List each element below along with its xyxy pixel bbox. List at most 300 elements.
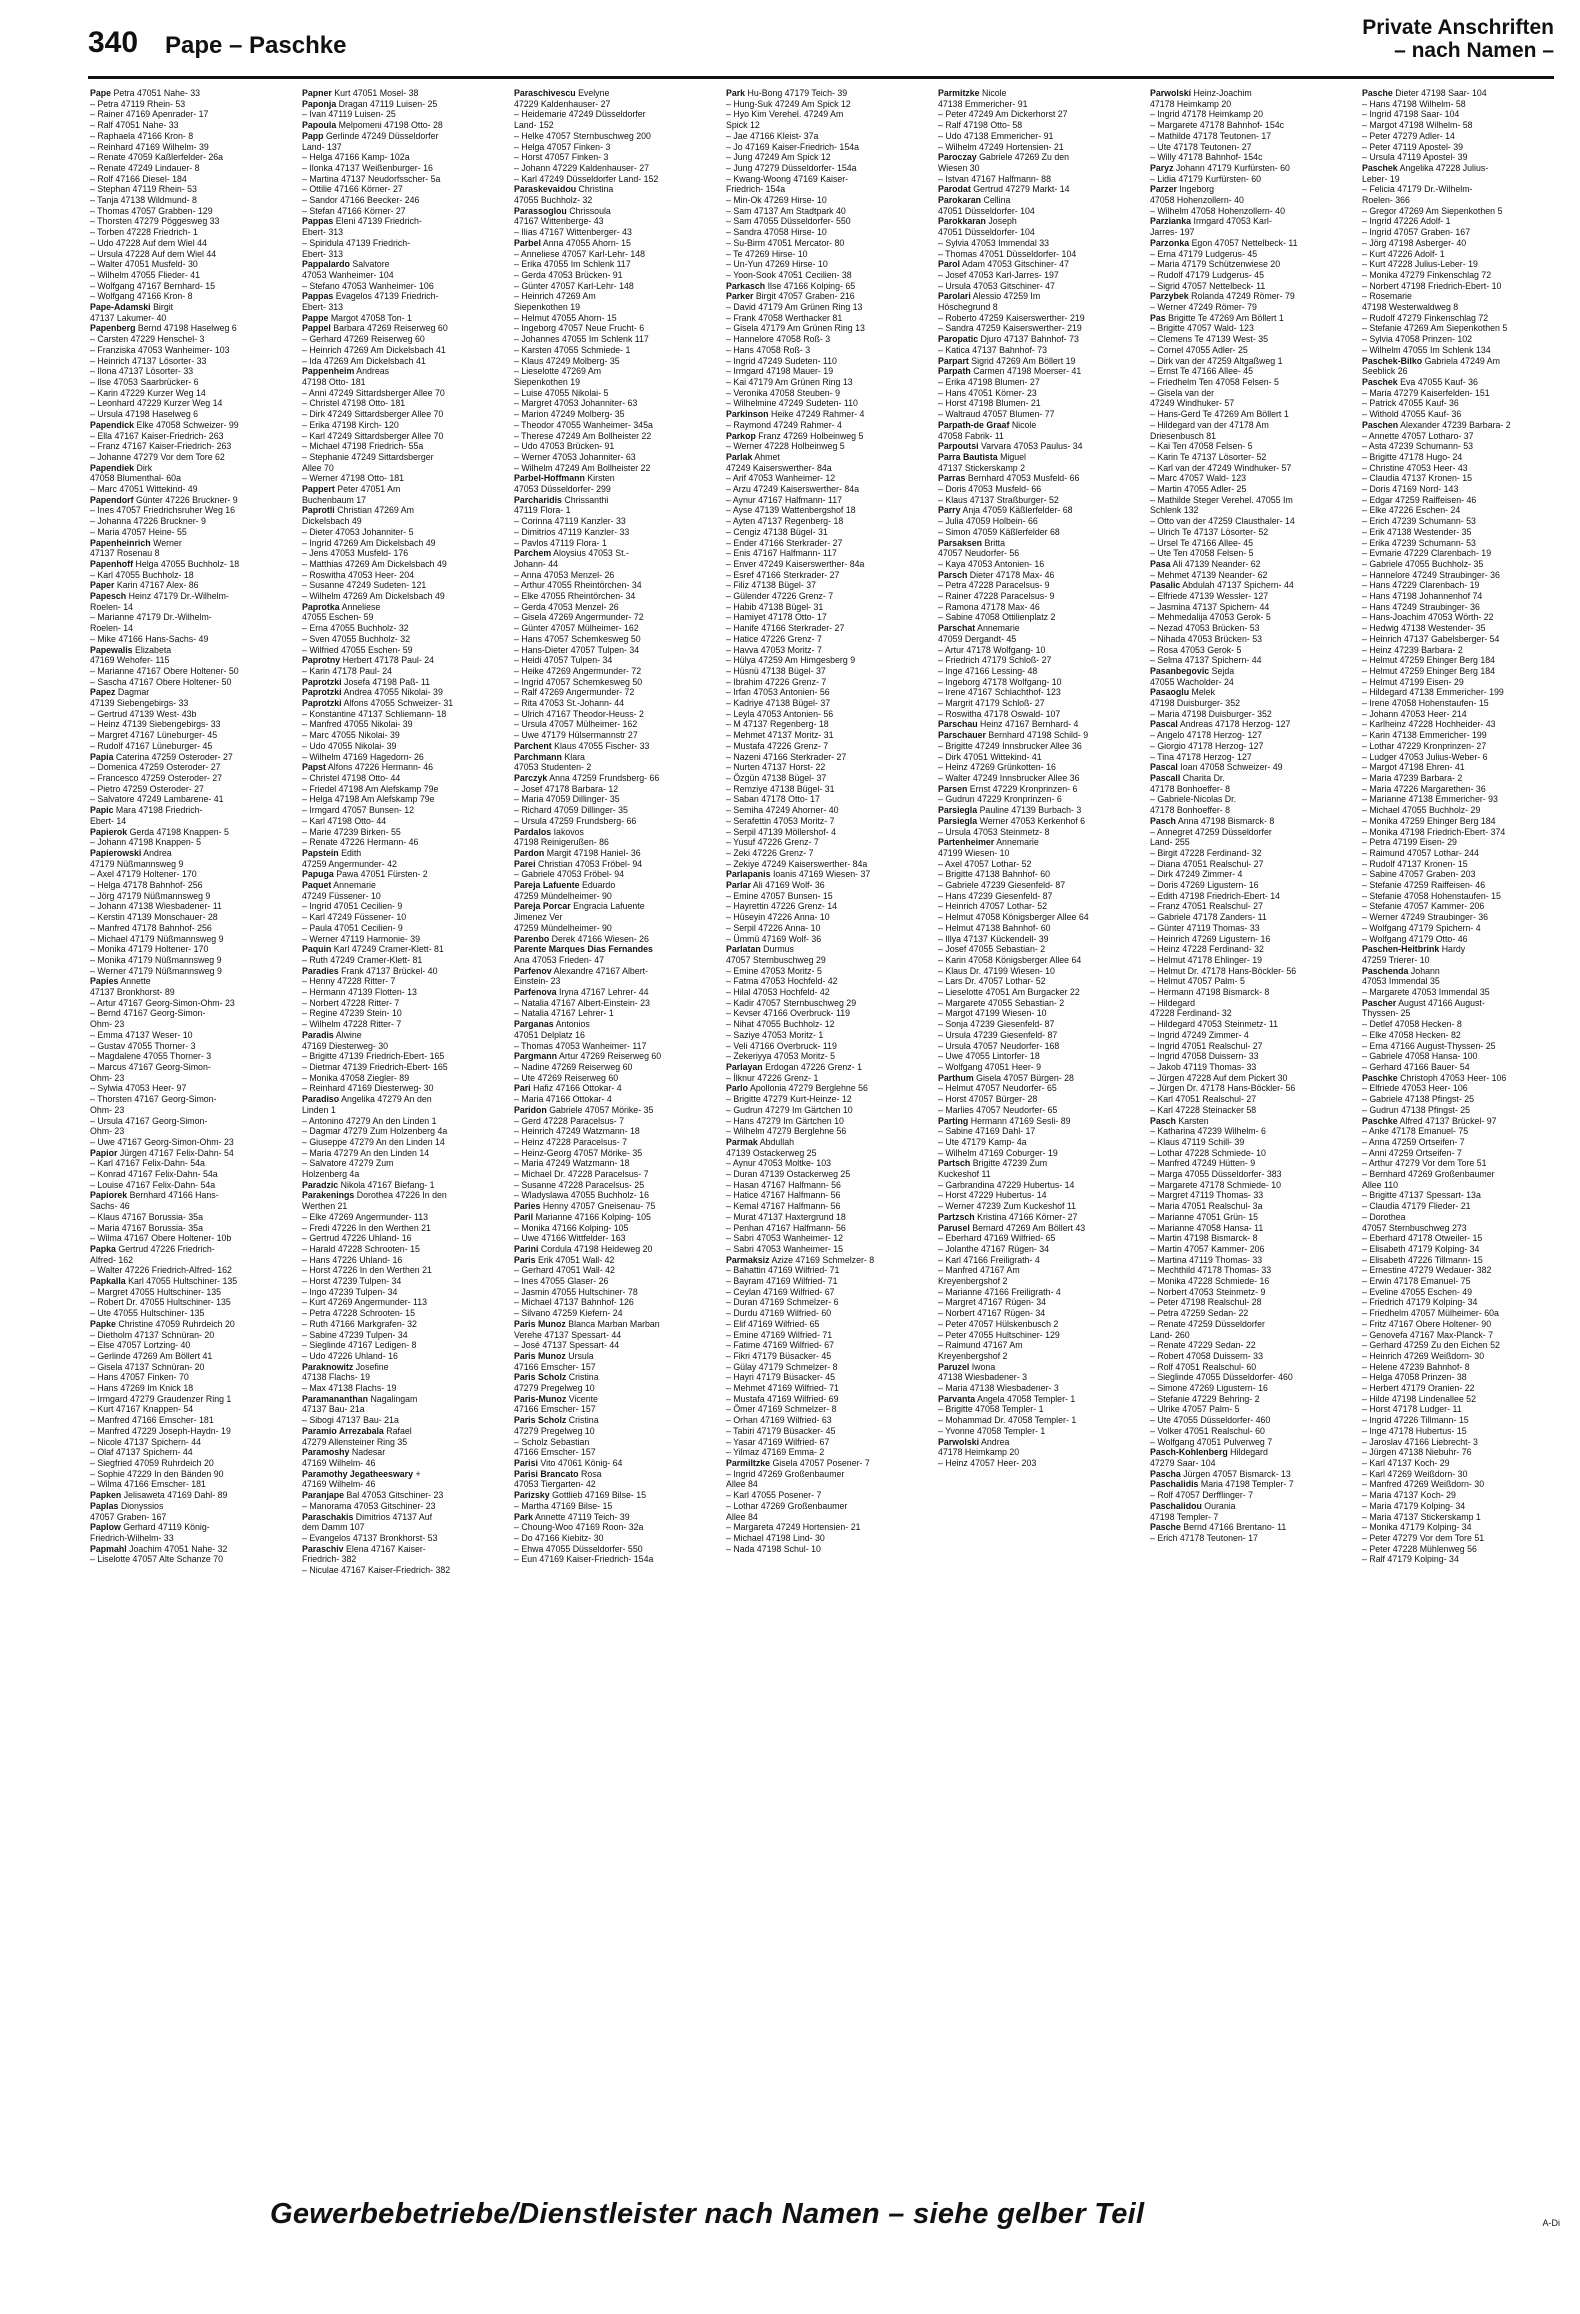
directory-entry: [938, 1169, 1136, 1180]
entry-details: – Johann 47138 Wiesbadener- 11: [90, 901, 222, 912]
entry-details: Margit 47198 Haniel- 36: [544, 847, 641, 858]
entry-details: – Karl 47055 Posener- 7: [726, 1490, 822, 1501]
directory-entry: [1362, 1094, 1560, 1105]
surname: Parkinson: [726, 409, 769, 420]
entry-details: – Martina 47137 Neudorfsscher- 5a: [302, 173, 441, 184]
page-number: 340: [88, 26, 139, 59]
entry-details: – Leonhard 47229 Kurzer Weg 14: [90, 398, 223, 409]
directory-entry: [1150, 1404, 1348, 1415]
surname: Parpoutsi: [938, 441, 979, 452]
entry-details: Anna 47259 Frundsberg- 66: [547, 773, 660, 783]
entry-details: – Sam 47055 Düsseldorfer- 550: [726, 216, 851, 227]
entry-details: – Eveline 47055 Eschen- 49: [1362, 1286, 1473, 1297]
directory-entry: [1150, 602, 1348, 613]
directory-entry: [938, 794, 1136, 805]
entry-details: – Helmut 47055 Ahorn- 15: [514, 312, 617, 323]
surname: Parenbo: [514, 933, 550, 944]
entry-details: Alfred 47137 Brückel- 97: [1397, 1115, 1497, 1126]
entry-details: Dorothea 47226 In den: [354, 1190, 447, 1201]
entry-details: – Cengiz 47138 Bügel- 31: [726, 526, 828, 537]
directory-entry: [90, 1522, 288, 1533]
directory-entry: [90, 1351, 288, 1362]
directory-entry: [1150, 784, 1348, 795]
directory-entry: [90, 827, 288, 838]
surname: Paropatic: [938, 334, 979, 345]
directory-entry: [302, 388, 500, 399]
entry-details: 47178 Heimkamp 20: [1150, 98, 1232, 109]
directory-entry: [726, 505, 924, 516]
entry-details: – Michael 47198 Friedrich- 55a: [302, 441, 424, 452]
directory-entry: [514, 773, 712, 784]
directory-entry: [1150, 1469, 1348, 1480]
directory-entry: [1362, 270, 1560, 281]
entry-details: – Zekeriyya 47053 Moritz- 5: [726, 1051, 836, 1062]
surname: Pasch-Kohlenberg: [1150, 1447, 1228, 1458]
directory-entry: [1150, 655, 1348, 666]
directory-entry: [514, 891, 712, 902]
directory-entry: [90, 270, 288, 281]
surname: Papenheinrich: [90, 537, 151, 548]
surname: Pasche: [1150, 1522, 1181, 1533]
directory-entry: [514, 655, 712, 666]
entry-details: – Ursula 47259 Frundsberg- 66: [514, 815, 637, 826]
directory-entry: [938, 366, 1136, 377]
surname: Paradis: [302, 1029, 334, 1040]
directory-entry: [1150, 1501, 1348, 1512]
entry-details: – Nezad 47053 Brücken- 53: [1150, 623, 1260, 634]
directory-entry: [938, 227, 1136, 238]
entry-details: Ali 47139 Neander- 62: [1170, 558, 1261, 569]
directory-entry: [302, 366, 500, 377]
surname: Paryz: [1150, 162, 1174, 173]
entry-details: – Tabiri 47179 Büsacker- 45: [726, 1425, 836, 1436]
directory-entry: [302, 195, 500, 206]
entry-details: 47055 Wacholder- 24: [1150, 676, 1234, 687]
entry-details: Iakovos: [551, 826, 584, 837]
entry-details: – Horst 47198 Blumen- 21: [938, 398, 1041, 409]
directory-entry: [302, 677, 500, 688]
directory-entry: [938, 1233, 1136, 1244]
directory-entry: [514, 131, 712, 142]
directory-entry: [938, 505, 1136, 516]
entry-details: – Raimund 47167 Am: [938, 1340, 1023, 1351]
directory-entry: [1362, 730, 1560, 741]
entry-details: – Heinz 47269 Grünkotten- 16: [938, 762, 1056, 773]
entry-details: Allee 84: [726, 1479, 758, 1490]
entry-details: 47279 Pregelweg 10: [514, 1425, 595, 1436]
directory-entry: [90, 1094, 288, 1105]
entry-details: – Wolfgang 47051 Heer- 9: [938, 1061, 1042, 1072]
entry-details: Iwona: [969, 1361, 996, 1372]
directory-entry: [90, 966, 288, 977]
entry-details: Gerlinde 47249 Düsseldorfer: [323, 130, 439, 141]
surname: Papendorf: [90, 494, 134, 505]
entry-details: – Manorama 47053 Gitschiner- 23: [302, 1500, 436, 1511]
entry-details: – Gerhard 47269 Reiserweg 60: [302, 334, 425, 345]
directory-entry: [514, 323, 712, 334]
entry-details: – Stephanie 47249 Sittardsberger: [302, 451, 434, 462]
directory-entry: [90, 1126, 288, 1137]
surname: Park: [514, 1511, 534, 1522]
entry-details: – Emine 47169 Wilfried- 71: [726, 1329, 833, 1340]
directory-entry: [514, 1372, 712, 1383]
entry-details: – Duran 47169 Schmelzer- 6: [726, 1297, 839, 1308]
surname: Paplow: [90, 1522, 121, 1533]
entry-details: – Brigitte 47058 Templer- 1: [938, 1404, 1044, 1415]
directory-entry: [726, 495, 924, 506]
surname: Paranjape: [302, 1490, 345, 1501]
entry-details: Alexandre 47167 Albert-: [551, 965, 649, 976]
directory-entry: [726, 645, 924, 656]
directory-entry: [938, 163, 1136, 174]
entry-details: – Wladyslawa 47055 Buchholz- 16: [514, 1190, 649, 1201]
directory-entry: [1150, 227, 1348, 238]
directory-entry: [726, 794, 924, 805]
entry-details: Derek 47166 Wiesen- 26: [549, 933, 649, 944]
directory-entry: [1150, 1394, 1348, 1405]
surname: Parsaksen: [938, 537, 983, 548]
entry-details: – Hans 47198 Johannenhof 74: [1362, 591, 1483, 602]
surname: Parra Bautista: [938, 451, 998, 462]
directory-entry: [302, 1319, 500, 1330]
entry-details: – Cornel 47055 Adler- 25: [1150, 344, 1248, 355]
directory-entry: [514, 313, 712, 324]
directory-entry: [514, 987, 712, 998]
entry-details: – Claudia 47179 Flieder- 21: [1362, 1201, 1471, 1212]
entry-details: – Maria 47051 Realschul- 3a: [1150, 1201, 1263, 1212]
entry-details: – Ayse 47139 Wattenbergshof 18: [726, 505, 856, 516]
directory-entry: [938, 463, 1136, 474]
entry-details: – Monika 47228 Schmiede- 16: [1150, 1276, 1270, 1287]
entry-details: – Marga 47055 Düsseldorfer- 383: [1150, 1169, 1282, 1180]
directory-entry: [90, 527, 288, 538]
directory-entry: [938, 1051, 1136, 1062]
directory-entry: [514, 741, 712, 752]
directory-entry: [302, 142, 500, 153]
entry-details: – Peter 47249 Am Dickerhorst 27: [938, 109, 1068, 120]
directory-entry: [938, 1447, 1136, 1458]
entry-details: – Anni 47249 Sittardsberger Allee 70: [302, 387, 445, 398]
entry-details: – Horst 47178 Ludger- 11: [1362, 1404, 1462, 1415]
directory-entry: [726, 120, 924, 131]
directory-entry: [1362, 677, 1560, 688]
entry-details: – Wilhelm 47228 Ritter- 7: [302, 1019, 402, 1030]
entry-details: – Dietholm 47137 Schnüran- 20: [90, 1329, 215, 1340]
directory-entry: [302, 495, 500, 506]
directory-entry: [302, 184, 500, 195]
entry-details: Annemarie: [975, 623, 1020, 634]
directory-entry: [938, 623, 1136, 634]
entry-details: – Friedrich 47179 Kolping- 34: [1362, 1297, 1478, 1308]
directory-entry: [1362, 655, 1560, 666]
entry-details: – Sascha 47167 Obere Holtener- 50: [90, 676, 232, 687]
directory-entry: [726, 473, 924, 484]
directory-entry: [726, 441, 924, 452]
entry-details: – Harald 47228 Schrooten- 15: [302, 1243, 420, 1254]
entry-details: Ebert- 313: [302, 248, 344, 259]
entry-details: – Hildegard: [1150, 997, 1195, 1008]
directory-entry: [90, 216, 288, 227]
entry-details: – Ceylan 47169 Wilfried- 67: [726, 1286, 835, 1297]
entry-details: Gabriele 47057 Mörike- 35: [546, 1104, 654, 1115]
entry-details: – Emma 47137 Weser- 10: [90, 1029, 193, 1040]
entry-details: – Kerstin 47139 Monschauer- 28: [90, 912, 218, 923]
entry-details: 47053 Tiergarten- 42: [514, 1479, 596, 1490]
directory-entry: [726, 1522, 924, 1533]
directory-entry: [302, 891, 500, 902]
directory-entry: [302, 570, 500, 581]
entry-details: – Elke 47055 Rheintörchen- 34: [514, 591, 636, 602]
directory-entry: [514, 955, 712, 966]
entry-details: – Salvatore 47249 Lambarene- 41: [90, 794, 224, 805]
directory-entry: [90, 259, 288, 270]
surname: Parokkaran: [938, 216, 986, 227]
directory-column: [1150, 88, 1348, 2176]
directory-entry: [302, 323, 500, 334]
directory-entry: [302, 1512, 500, 1523]
entry-details: Elena 47167 Kaiser-: [343, 1543, 426, 1554]
entry-details: – Asta 47239 Schumann- 53: [1362, 441, 1474, 452]
entry-details: – Wilfried 47055 Eschen- 59: [302, 644, 413, 655]
entry-details: Andreas: [354, 366, 390, 377]
entry-details: – Ingrid 47226 Adolf- 1: [1362, 216, 1451, 227]
entry-details: – Rolf 47166 Diesel- 184: [90, 173, 187, 184]
entry-details: Karl 47249 Cramer-Klett- 81: [331, 944, 444, 955]
directory-entry: [1150, 1265, 1348, 1276]
surname: Paschek-Bilko: [1362, 355, 1423, 366]
entry-details: – Wolfgang 47166 Kron- 8: [90, 291, 193, 302]
entry-details: Ohm- 23: [90, 1072, 125, 1083]
entry-details: Dieter 47178 Max- 46: [967, 569, 1055, 580]
entry-details: – Heinrich 47057 Lothar- 52: [938, 901, 1048, 912]
directory-entry: [302, 655, 500, 666]
directory-entry: [1150, 1062, 1348, 1073]
directory-entry: [938, 591, 1136, 602]
entry-details: – Giuseppe 47279 An den Linden 14: [302, 1136, 445, 1147]
directory-entry: [90, 109, 288, 120]
directory-entry: [1362, 313, 1560, 324]
directory-entry: [1362, 1437, 1560, 1448]
directory-entry: [302, 634, 500, 645]
directory-entry: [514, 527, 712, 538]
entry-details: – Thomas 47053 Wanheimer- 117: [514, 1040, 647, 1051]
directory-entry: [726, 388, 924, 399]
entry-details: – Petra 47199 Eisen- 29: [1362, 837, 1457, 848]
directory-entry: [1150, 1190, 1348, 1201]
surname: Paris Scholz: [514, 1372, 567, 1383]
directory-entry: [938, 666, 1136, 677]
directory-entry: [1150, 762, 1348, 773]
entry-details: – Margot 47199 Wiesen- 10: [938, 1008, 1047, 1019]
surname: Papiorek: [90, 1190, 128, 1201]
entry-details: Hildegard: [1227, 1447, 1268, 1458]
entry-details: – Jörg 47179 Nüßmannsweg 9: [90, 890, 211, 901]
surname: Paquin: [302, 944, 332, 955]
entry-details: – Serpil 47226 Anna- 10: [726, 922, 821, 933]
directory-entry: [938, 944, 1136, 955]
entry-details: 47057 Neudorfer- 56: [938, 548, 1020, 559]
entry-details: – Jolanthe 47167 Rügen- 34: [938, 1243, 1050, 1254]
directory-entry: [90, 794, 288, 805]
entry-details: Christian 47269 Am: [334, 505, 414, 516]
directory-entry: [938, 687, 1136, 698]
directory-entry: [90, 1019, 288, 1030]
directory-entry: [938, 784, 1136, 795]
entry-details: – Marianne 47051 Grün- 15: [1150, 1211, 1259, 1222]
directory-entry: [1362, 923, 1560, 934]
directory-entry: [1150, 1372, 1348, 1383]
entry-details: – Margarete 47178 Schmiede- 10: [1150, 1179, 1282, 1190]
directory-entry: [302, 505, 500, 516]
entry-details: – Heinz 47239 Barbara- 2: [1362, 644, 1463, 655]
surname: Parzybek: [1150, 291, 1189, 302]
directory-entry: [726, 1148, 924, 1159]
entry-details: – Ute 47269 Reiserweg 60: [514, 1072, 619, 1083]
entry-details: – Jae 47166 Kleist- 37a: [726, 130, 819, 141]
directory-entry: [1150, 1126, 1348, 1137]
entry-details: – Sophie 47229 In den Bänden 90: [90, 1468, 224, 1479]
entry-details: Spick 12: [726, 120, 760, 131]
entry-details: Apollonia 47279 Berglehne 56: [748, 1083, 868, 1094]
directory-entry: [1150, 516, 1348, 527]
directory-entry: [514, 420, 712, 431]
entry-details: 47279 Saar- 104: [1150, 1458, 1216, 1468]
entry-details: – Jasmin 47055 Hultschiner- 78: [514, 1286, 638, 1297]
directory-entry: [90, 152, 288, 163]
entry-details: – Hans-Gerd Te 47269 Am Böllert 1: [1150, 409, 1289, 420]
entry-details: Eleni 47139 Friedrich-: [333, 216, 422, 227]
directory-entry: [514, 1297, 712, 1308]
directory-entry: [302, 473, 500, 484]
entry-details: – Sylvia 47058 Prinzen- 102: [1362, 334, 1473, 345]
entry-details: – Francesco 47259 Osteroder- 27: [90, 773, 223, 783]
directory-entry: [302, 1469, 500, 1480]
directory-entry: [1150, 677, 1348, 688]
directory-entry: [1150, 719, 1348, 730]
directory-entry: [1362, 1212, 1560, 1223]
directory-entry: [514, 848, 712, 859]
directory-entry: [302, 1073, 500, 1084]
directory-entry: [1362, 195, 1560, 206]
entry-details: – Horst 47229 Hubertus- 14: [938, 1190, 1047, 1201]
directory-entry: [302, 1148, 500, 1159]
entry-details: Bal 47053 Gitschiner- 23: [344, 1490, 444, 1501]
entry-details: – Kurt 47167 Knappen- 54: [90, 1404, 194, 1415]
directory-entry: [938, 773, 1136, 784]
entry-details: Jarres- 197: [1150, 227, 1195, 238]
directory-entry: [726, 1137, 924, 1148]
entry-details: Ebert- 313: [302, 302, 344, 313]
entry-details: – Nadine 47269 Reiserweg 60: [514, 1061, 633, 1072]
directory-entry: [90, 88, 288, 99]
surname: Pasanbegovic: [1150, 665, 1210, 676]
entry-details: 47053 Immendal 35: [1362, 976, 1440, 987]
directory-entry: [1150, 377, 1348, 388]
directory-entry: [90, 1426, 288, 1437]
directory-entry: [90, 473, 288, 484]
entry-details: – Maria 47137 Stickerskamp 1: [1362, 1511, 1481, 1522]
entry-details: – Sylwia 47053 Heer- 97: [90, 1083, 187, 1094]
entry-details: – Salvatore 47279 Zum: [302, 1158, 394, 1169]
directory-entry: [1150, 163, 1348, 174]
directory-entry: [302, 1255, 500, 1266]
directory-entry: [938, 1137, 1136, 1148]
directory-entry: [90, 1244, 288, 1255]
entry-details: Cristina: [566, 1415, 599, 1426]
directory-entry: [726, 1394, 924, 1405]
section-heading-line2: – nach Namen –: [1394, 39, 1554, 62]
entry-details: – Volker 47051 Realschul- 60: [1150, 1425, 1265, 1436]
entry-details: Hermann 47169 Sesli- 89: [968, 1115, 1071, 1126]
directory-entry: [302, 1105, 500, 1116]
entry-details: – Reinhard 47169 Diesterweg- 30: [302, 1083, 434, 1094]
entry-details: Dionyssios: [118, 1500, 164, 1511]
entry-details: – Ruth 47249 Cramer-Klett- 81: [302, 954, 423, 965]
entry-details: – Reinhard 47169 Wilhelm- 39: [90, 141, 209, 152]
entry-details: – Penhan 47167 Halfmann- 56: [726, 1222, 846, 1233]
directory-entry: [726, 88, 924, 99]
surname: Pascal: [1150, 719, 1178, 730]
surname: Pape: [90, 88, 112, 98]
entry-details: 47166 Emscher- 157: [514, 1361, 596, 1372]
directory-entry: [1150, 912, 1348, 923]
entry-details: 47259 Mündelheimer- 90: [514, 890, 612, 901]
directory-entry: [1150, 998, 1348, 1009]
footer-notice: Gewerbebetriebe/Dienstleister nach Namen – siehe gelber Teil: [270, 2198, 1145, 2230]
surname: Parisi: [514, 1458, 538, 1468]
directory-entry: [938, 345, 1136, 356]
directory-entry: [90, 1201, 288, 1212]
entry-details: 47057 Sternbuschweg 273: [1362, 1222, 1467, 1233]
directory-entry: [1150, 709, 1348, 720]
entry-details: Franz 47269 Holbeinweg 5: [755, 430, 864, 441]
directory-entry: [1362, 216, 1560, 227]
directory-entry: [1150, 495, 1348, 506]
entry-details: 47169 Wilhelm- 46: [302, 1458, 376, 1468]
entry-details: – Hilal 47053 Hochfeld- 42: [726, 987, 830, 998]
entry-details: – Kemal 47167 Halfmann- 56: [726, 1201, 841, 1212]
surname: Parczyk: [514, 773, 548, 783]
entry-details: 47051 Düsseldorfer- 104: [938, 227, 1035, 238]
directory-entry: [514, 1190, 712, 1201]
entry-details: – Özgün 47138 Bügel- 37: [726, 773, 827, 783]
directory-entry: [302, 816, 500, 827]
directory-entry: [726, 131, 924, 142]
entry-details: 47169 Wehofer- 115: [90, 655, 170, 666]
directory-entry: [938, 281, 1136, 292]
directory-entry: [90, 409, 288, 420]
entry-details: – Fritz 47167 Obere Holtener- 90: [1362, 1318, 1492, 1329]
directory-entry: [1362, 934, 1560, 945]
directory-entry: [302, 356, 500, 367]
directory-entry: [90, 1083, 288, 1094]
entry-details: – Marianne 47058 Hansa- 11: [1150, 1222, 1264, 1233]
directory-entry: [726, 366, 924, 377]
directory-entry: [90, 302, 288, 313]
directory-entry: [514, 944, 712, 955]
directory-entry: [1362, 912, 1560, 923]
entry-details: – Susanne 47249 Sudeten- 121: [302, 580, 427, 591]
directory-entry: [1150, 1490, 1348, 1501]
directory-entry: [90, 206, 288, 217]
entry-details: 47198 Duisburger- 352: [1150, 698, 1240, 709]
surname: Papst: [302, 762, 326, 773]
entry-details: – Do 47166 Kiebitz- 30: [514, 1532, 604, 1543]
entry-details: Ali 47169 Wolf- 36: [750, 880, 825, 891]
entry-details: 47138 Emmericher- 91: [938, 98, 1028, 109]
surname: Parras: [938, 473, 966, 484]
directory-entry: [938, 420, 1136, 431]
